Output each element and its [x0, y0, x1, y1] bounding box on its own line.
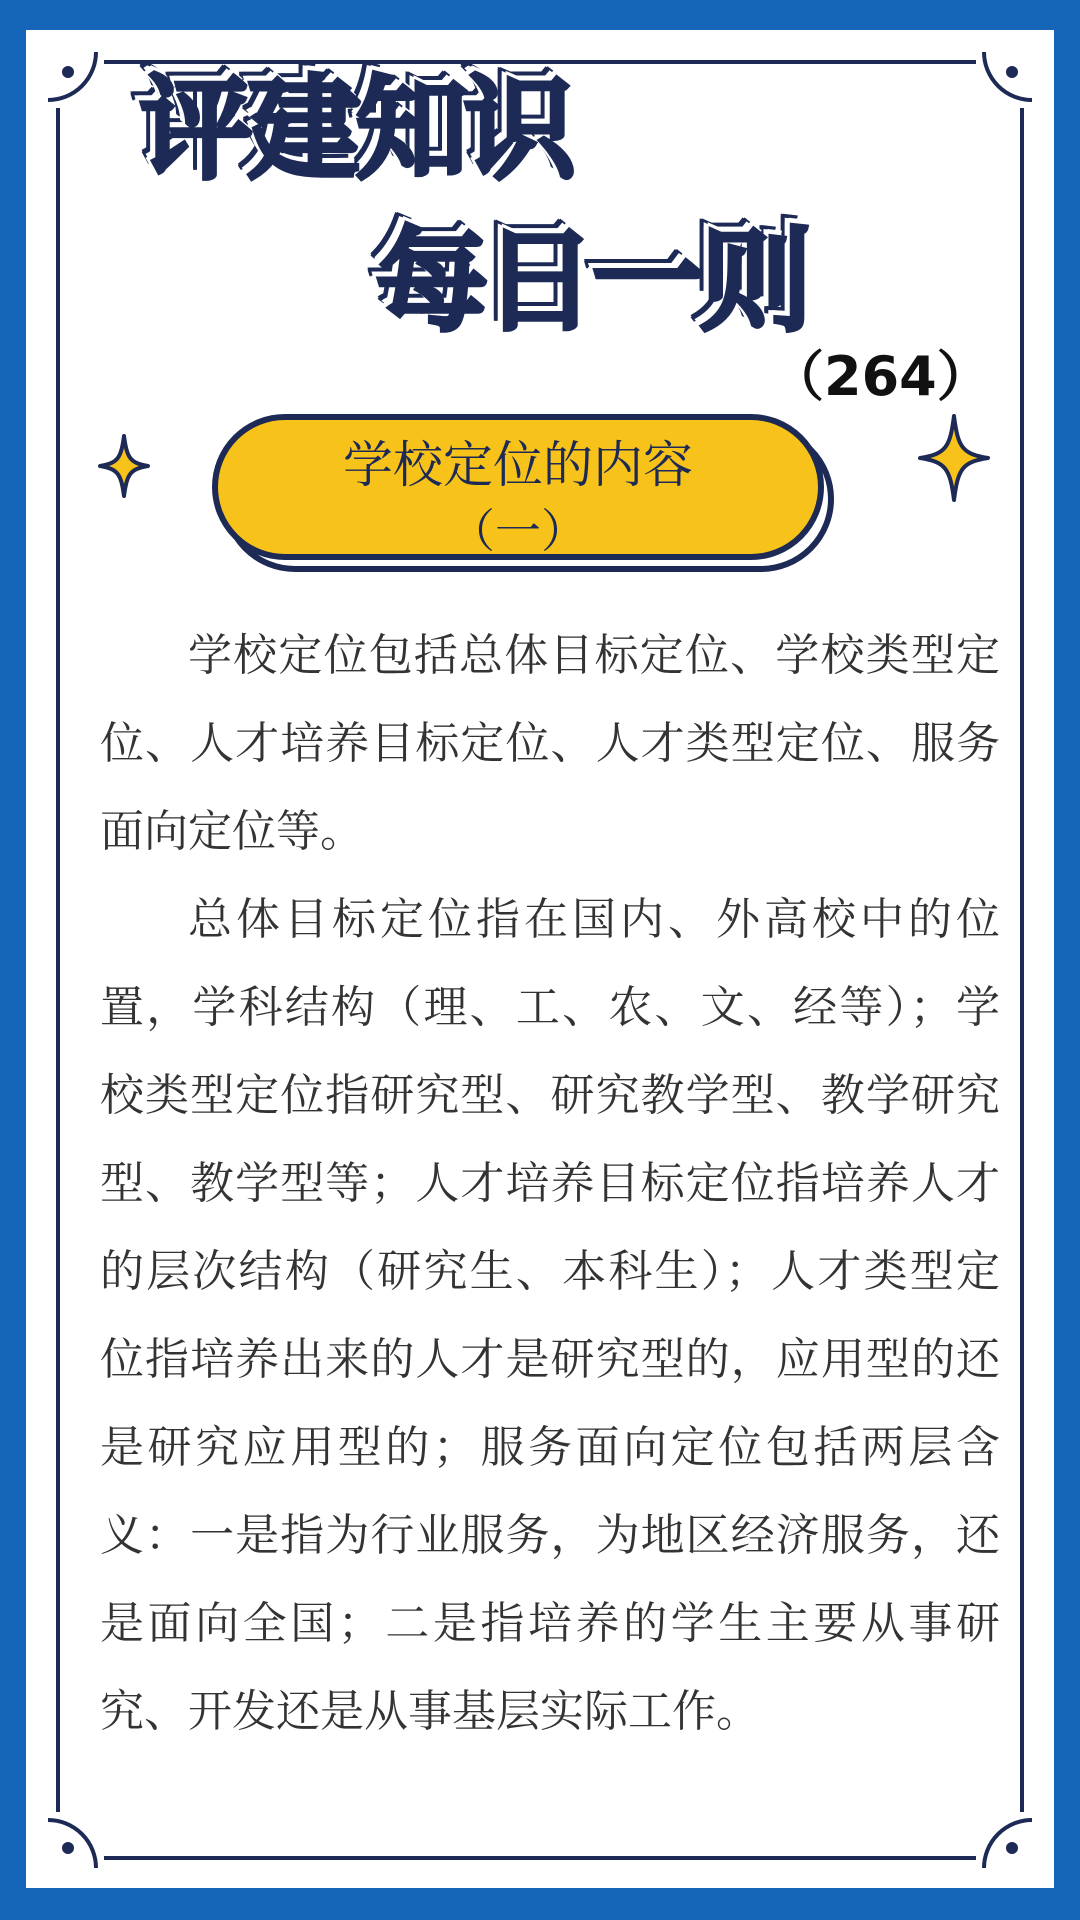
paragraph-1: 学校定位包括总体目标定位、学校类型定位、人才培养目标定位、人才类型定位、服务面向定位等。: [100, 630, 1000, 857]
corner-ornament-top-left: [48, 52, 104, 108]
paragraph-2: 总体目标定位指在国内、外高校中的位置，学科结构（理、工、农、文、经等）；学校类型定位指研究型、研究教学型、教学研究型、教学型等；人才培养目标定位指培养人才的层次结构（研究生、本科生）；人才类型定位指培养出来的人才是研究型的，应用型的还是研究应用型的；服务面向定位包括两层含义：一是指为行业服务，为地区经济服务，还是面向全国；二是指培养的学生主要从事研究、开发还是从事基层实际工作。: [100, 894, 1000, 1737]
issue-number: （264）: [770, 345, 991, 408]
article-body: [100, 612, 1000, 1756]
title-line-2: 每日一则: [376, 217, 808, 347]
topic-badge: [212, 414, 824, 560]
title-line-1: 评建知识: [140, 65, 572, 195]
corner-ornament-bottom-right: [976, 1812, 1032, 1868]
corner-ornament-top-right: [976, 52, 1032, 108]
topic-part: （一）: [449, 504, 587, 558]
topic-title: 学校定位的内容: [343, 436, 693, 494]
sparkle-star-icon: [98, 434, 150, 498]
sparkle-star-icon: [918, 414, 990, 502]
corner-ornament-bottom-left: [48, 1812, 104, 1868]
